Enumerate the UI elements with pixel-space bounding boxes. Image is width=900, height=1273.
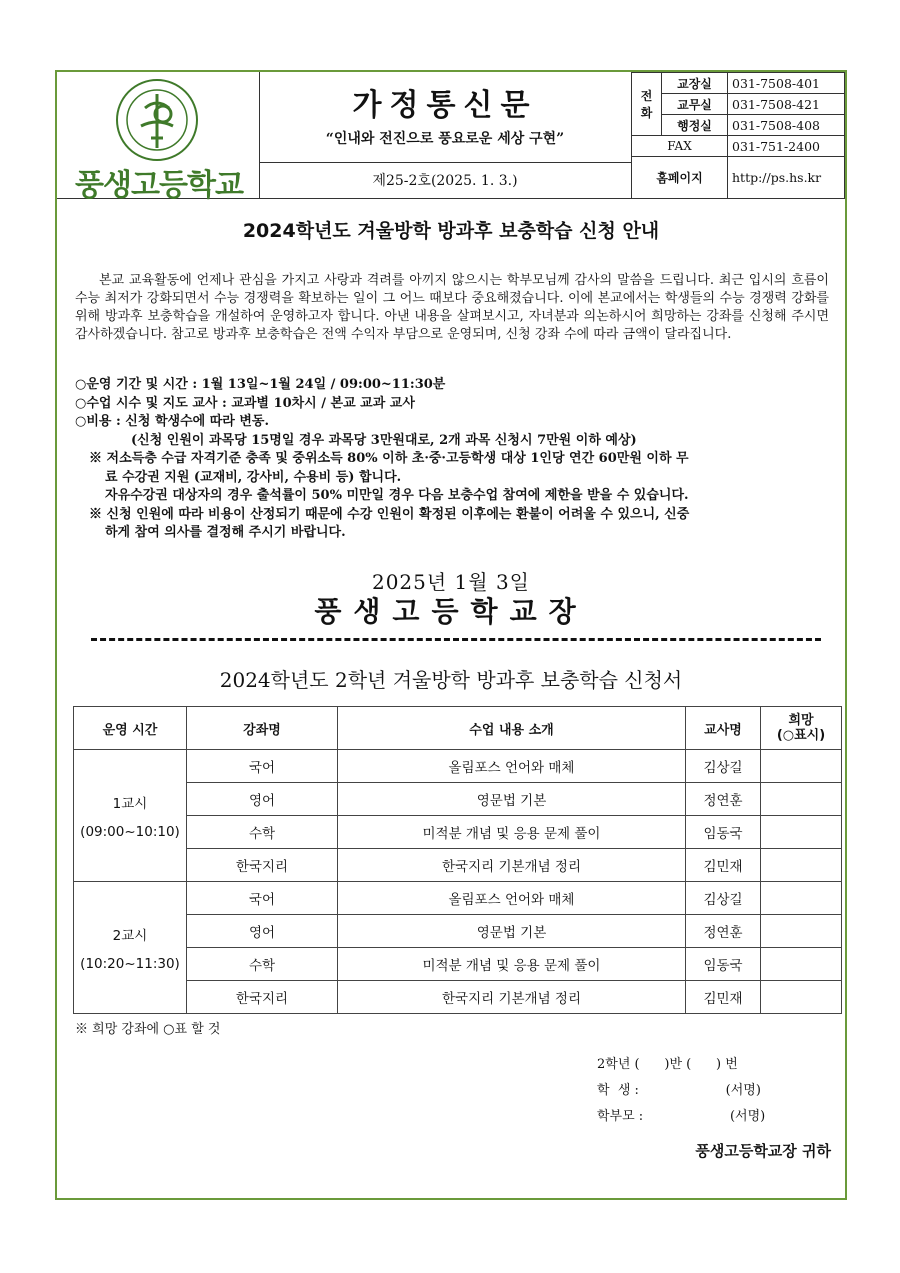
- newsletter-frame: [55, 70, 847, 1200]
- application-table: [73, 706, 842, 1014]
- notice-intro: 본교 교육활동에 언제나 관심을 가지고 사랑과 격려를 아끼지 않으시는 학부모님께 감사의 말씀을 드립니다. 최근 입시의 흐름이 수능 최저가 강화되면서 수능 경쟁력을 확보하는 일이 그 어느 때보다 중요해졌습니다. 이에 본교에서는 학생들의 수능 경쟁력 강화를 위해 방과후 보충학습을 개설하여 운영하고자 합니다. 아낸 내용을 살펴보시고, 자녀분과 의논하시어 희망하는 강좌를 신청해 주시면 감사하겠습니다. 참고로 방과후 보충학습은 전액 수익자 부담으로 운영되며, 신청 강좌 수에 따라 금액이 달라집니다.: [75, 273, 829, 342]
- wish-cell[interactable]: [761, 882, 842, 915]
- col-header-course: 강좌명: [187, 707, 338, 750]
- table-row: [74, 750, 842, 783]
- school-logo-text: 풍생고등학교: [75, 168, 243, 203]
- content-cell: 한국지리 기본개념 정리: [338, 981, 686, 1014]
- table-row: [74, 948, 842, 981]
- course-cell: 국어: [187, 882, 338, 915]
- fax-label: FAX: [632, 136, 728, 157]
- col-header-teacher: 교사명: [686, 707, 761, 750]
- notice-title: 2024학년도 겨울방학 방과후 보충학습 신청 안내: [242, 220, 660, 242]
- class-field[interactable]: 2학년 ( )반 ( ) 번: [597, 1057, 738, 1072]
- content-cell: 올림포스 언어와 매체: [338, 750, 686, 783]
- item-voucher-note: ※ 저소득층 수급 자격기준 충족 및 중위소득 80% 이하 초·중·고등학생 대상 1인당 연간 60만원 이하 무: [89, 451, 689, 466]
- contact-info: [631, 72, 845, 198]
- contact-label-academic: 교무실: [662, 94, 728, 115]
- newsletter-header: [57, 72, 845, 203]
- teacher-cell: 김상길: [686, 882, 761, 915]
- notice-items: [75, 376, 835, 543]
- course-cell: 수학: [187, 816, 338, 849]
- school-logo-cell: [57, 72, 260, 203]
- period-time: (10:20~11:30): [80, 955, 180, 972]
- issue-number: 제25-2호(2025. 1. 3.): [259, 162, 631, 199]
- content-cell: 영문법 기본: [338, 783, 686, 816]
- teacher-cell: 정연훈: [686, 915, 761, 948]
- phone-label: 전화: [632, 73, 662, 136]
- content-cell: 올림포스 언어와 매체: [338, 882, 686, 915]
- cut-line: [91, 638, 821, 641]
- course-cell: 수학: [187, 948, 338, 981]
- form-note: ※ 희망 강좌에 ○표 할 것: [75, 1022, 221, 1037]
- col-header-content: 수업 내용 소개: [338, 707, 686, 750]
- wish-cell[interactable]: [761, 981, 842, 1014]
- table-row: [74, 915, 842, 948]
- course-cell: 한국지리: [187, 981, 338, 1014]
- course-cell: 국어: [187, 750, 338, 783]
- content-cell: 미적분 개념 및 응용 문제 풀이: [338, 816, 686, 849]
- period-name: 2교시: [112, 927, 148, 944]
- newsletter-title: 가정통신문: [352, 88, 538, 123]
- contact-table: [631, 72, 845, 199]
- contact-value-academic: 031-7508-421: [728, 94, 845, 115]
- table-row: [74, 816, 842, 849]
- table-row: [74, 882, 842, 915]
- fax-value: 031-751-2400: [728, 136, 845, 157]
- teacher-cell: 임동국: [686, 816, 761, 849]
- addressee: 풍생고등학교장 귀하: [695, 1142, 831, 1160]
- wish-cell[interactable]: [761, 750, 842, 783]
- school-motto: “인내와 전진으로 풍요로운 세상 구현”: [325, 131, 565, 147]
- period-name: 1교시: [112, 795, 148, 812]
- signature-fields: [597, 1052, 765, 1130]
- wish-cell[interactable]: [761, 915, 842, 948]
- period-time: (09:00~10:10): [80, 823, 180, 840]
- teacher-cell: 김민재: [686, 981, 761, 1014]
- table-header-row: [74, 707, 842, 750]
- table-row: [74, 849, 842, 882]
- teacher-cell: 김상길: [686, 750, 761, 783]
- item-cost-detail: (신청 인원이 과목당 15명일 경우 과목당 3만원대로, 2개 과목 신청시 7만원 이하 예상): [131, 432, 637, 448]
- school-seal-icon: [115, 78, 199, 162]
- wish-cell[interactable]: [761, 816, 842, 849]
- col-header-time: 운영 시간: [74, 707, 187, 750]
- item-refund-note: ※ 신청 인원에 따라 비용이 산정되기 때문에 수강 인원이 확정된 이후에는 환불이 어려울 수 있으니, 신중: [89, 506, 690, 522]
- wish-cell[interactable]: [761, 783, 842, 816]
- course-cell: 한국지리: [187, 849, 338, 882]
- course-cell: 영어: [187, 915, 338, 948]
- contact-value-admin: 031-7508-408: [728, 115, 845, 136]
- item-period: ○운영 기간 및 시간 : 1월 13일~1월 24일 / 09:00~11:30분: [75, 377, 446, 392]
- teacher-cell: 정연훈: [686, 783, 761, 816]
- newsletter-title-cell: [259, 72, 632, 198]
- item-cost: ○비용 : 신청 학생수에 따라 변동.: [75, 414, 269, 429]
- content-cell: 한국지리 기본개념 정리: [338, 849, 686, 882]
- course-cell: 영어: [187, 783, 338, 816]
- parent-signature-field[interactable]: 학부모 : (서명): [597, 1109, 766, 1124]
- homepage-value[interactable]: http://ps.hs.kr: [728, 157, 845, 199]
- homepage-label: 홈페이지: [632, 157, 728, 199]
- student-signature-field[interactable]: 학 생 : (서명): [597, 1083, 761, 1098]
- contact-label-principal: 교장실: [662, 73, 728, 94]
- table-row: [74, 981, 842, 1014]
- item-voucher-note-cont: 료 수강권 지원 (교재비, 강사비, 수용비 등) 합니다.: [105, 469, 402, 485]
- item-hours: ○수업 시수 및 지도 교사 : 교과별 10차시 / 본교 교과 교사: [75, 395, 415, 411]
- teacher-cell: 김민재: [686, 849, 761, 882]
- item-refund-note-cont: 하게 참여 의사를 결정해 주시기 바랍니다.: [105, 525, 346, 540]
- col-header-wish: 희망 (○표시): [761, 707, 842, 750]
- contact-label-admin: 행정실: [662, 115, 728, 136]
- period-cell: [74, 750, 187, 882]
- wish-cell[interactable]: [761, 948, 842, 981]
- contact-value-principal: 031-7508-401: [728, 73, 845, 94]
- principal-signature: 풍생고등학교장: [314, 595, 588, 628]
- item-attendance-note: 자유수강권 대상자의 경우 출석률이 50% 미만일 경우 다음 보충수업 참여에 제한을 받을 수 있습니다.: [105, 488, 689, 503]
- form-title: 2024학년도 2학년 겨울방학 방과후 보충학습 신청서: [219, 668, 683, 692]
- wish-cell[interactable]: [761, 849, 842, 882]
- table-row: [74, 783, 842, 816]
- notice-date: 2025년 1월 3일: [371, 570, 531, 594]
- teacher-cell: 임동국: [686, 948, 761, 981]
- content-cell: 영문법 기본: [338, 915, 686, 948]
- content-cell: 미적분 개념 및 응용 문제 풀이: [338, 948, 686, 981]
- period-cell: [74, 882, 187, 1014]
